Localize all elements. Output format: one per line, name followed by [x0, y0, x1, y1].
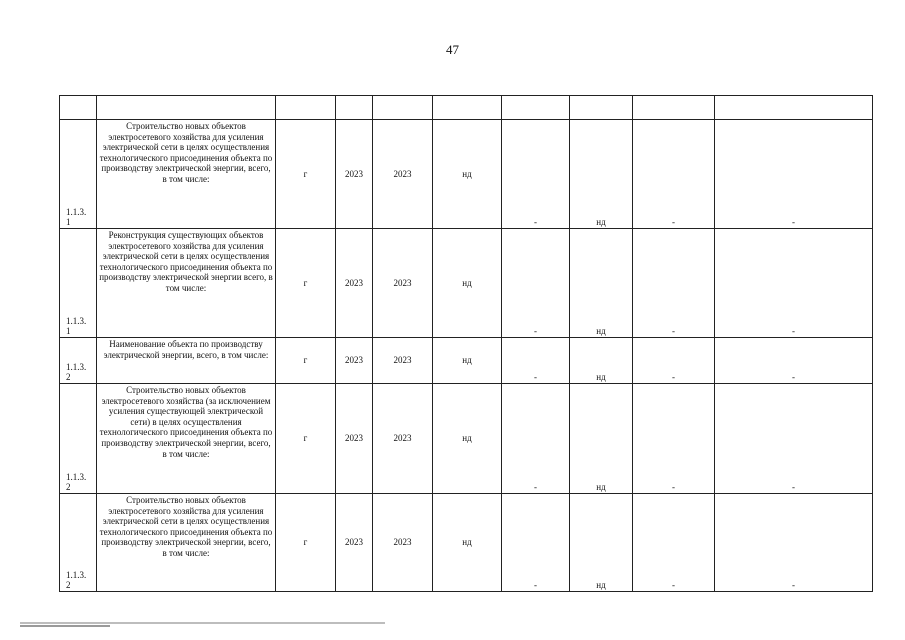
cell-col6: нд [433, 384, 502, 494]
cell-col3: г [276, 120, 336, 229]
cell-col7: - [502, 338, 570, 384]
scan-edge-line [20, 625, 110, 627]
row-name: Строительство новых объектов электросетевого хозяйства для усиления электрической сети в целях осуществления технологического присоединения объекта по производству электрической энергии, всего, в том числе: [97, 494, 276, 592]
table-row [60, 384, 873, 494]
scan-edge-line [20, 622, 385, 624]
cell-col7: - [502, 229, 570, 338]
row-number: 1.1.3. 2 [60, 494, 97, 592]
cell-col9: - [633, 384, 715, 494]
header-cell [373, 96, 433, 120]
header-cell [570, 96, 633, 120]
header-cell [502, 96, 570, 120]
cell-col8: нд [570, 384, 633, 494]
cell-col10: - [715, 120, 873, 229]
row-number: 1.1.3. 2 [60, 338, 97, 384]
cell-col5: 2023 [373, 384, 433, 494]
cell-col10: - [715, 494, 873, 592]
cell-col10: - [715, 384, 873, 494]
cell-col4: 2023 [336, 384, 373, 494]
header-cell [715, 96, 873, 120]
cell-col4: 2023 [336, 494, 373, 592]
cell-col3: г [276, 494, 336, 592]
cell-col5: 2023 [373, 229, 433, 338]
cell-col8: нд [570, 229, 633, 338]
page-number: 47 [446, 42, 459, 57]
row-name: Наименование объекта по производству электрической энергии, всего, в том числе: [97, 338, 276, 384]
row-name: Строительство новых объектов электросетевого хозяйства для усиления электрической сети в целях осуществления технологического присоединения объекта по производству электрической энергии, всего, в том числе: [97, 120, 276, 229]
table-row [60, 494, 873, 592]
cell-col3: г [276, 229, 336, 338]
cell-col3: г [276, 338, 336, 384]
cell-col4: 2023 [336, 338, 373, 384]
cell-col9: - [633, 229, 715, 338]
header-cell [276, 96, 336, 120]
header-cell [633, 96, 715, 120]
row-name: Реконструкция существующих объектов электросетевого хозяйства для усиления электрической сети в целях осуществления технологического присоединения объекта по производству электрической энергии всего, в том числе: [97, 229, 276, 338]
cell-col6: нд [433, 229, 502, 338]
cell-col5: 2023 [373, 120, 433, 229]
row-name: Строительство новых объектов электросетевого хозяйства (за исключением усиления существующей электрической сети) в целях осуществления технологического присоединения объекта по производству электрической энергии, всего, в том числе: [97, 384, 276, 494]
cell-col7: - [502, 494, 570, 592]
cell-col6: нд [433, 494, 502, 592]
cell-col9: - [633, 494, 715, 592]
cell-col8: нд [570, 494, 633, 592]
cell-col7: - [502, 384, 570, 494]
cell-col10: - [715, 338, 873, 384]
cell-col5: 2023 [373, 494, 433, 592]
cell-col6: нд [433, 338, 502, 384]
cell-col8: нд [570, 338, 633, 384]
row-number: 1.1.3. 2 [60, 384, 97, 494]
table-row [60, 229, 873, 338]
row-number: 1.1.3. 1 [60, 120, 97, 229]
cell-col9: - [633, 338, 715, 384]
header-cell [97, 96, 276, 120]
cell-col3: г [276, 384, 336, 494]
cell-col5: 2023 [373, 338, 433, 384]
cell-col6: нд [433, 120, 502, 229]
cell-col7: - [502, 120, 570, 229]
cell-col9: - [633, 120, 715, 229]
row-number: 1.1.3. 1 [60, 229, 97, 338]
table-row [60, 338, 873, 384]
cell-col4: 2023 [336, 229, 373, 338]
cell-col8: нд [570, 120, 633, 229]
cell-col4: 2023 [336, 120, 373, 229]
data-table [59, 95, 873, 592]
header-cell [336, 96, 373, 120]
header-cell [60, 96, 97, 120]
cell-col10: - [715, 229, 873, 338]
header-cell [433, 96, 502, 120]
table-row [60, 120, 873, 229]
header-row [60, 96, 873, 120]
